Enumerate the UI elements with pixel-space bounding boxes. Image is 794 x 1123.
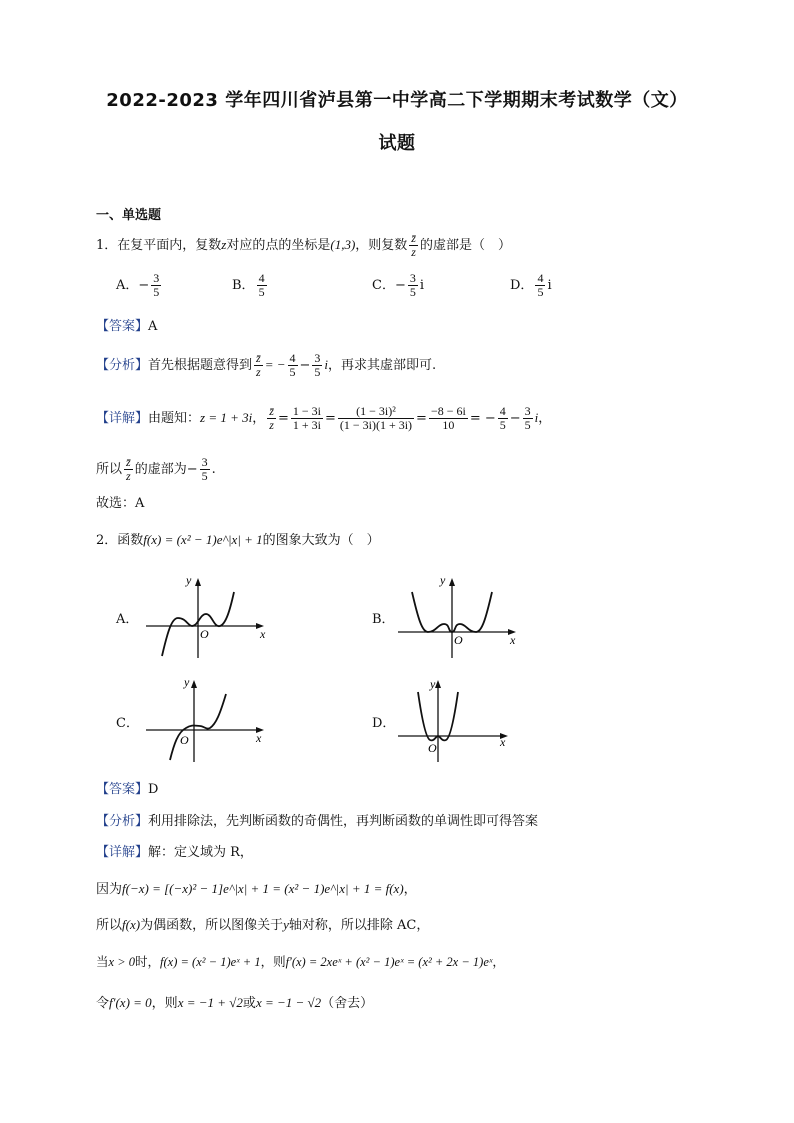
q1-option-a[interactable]: A．− $\frac{3}{5}$ bbox=[116, 271, 160, 299]
q1-stem-coord: (1,3) bbox=[330, 237, 356, 252]
section-heading: 一、单选题 bbox=[96, 208, 162, 223]
q1-stem-post: 的虚部是（ ） bbox=[419, 238, 511, 253]
q1-option-c[interactable]: C．− $\frac{3}{5}$ i bbox=[372, 271, 425, 299]
detail-tag: 【详解】 bbox=[96, 411, 149, 426]
q2-answer-value: D bbox=[148, 782, 159, 797]
q2-stem: 2．函数f(x) = (x² − 1)e^|x| + 1的图象大致为（ ） bbox=[96, 532, 380, 548]
q1-conclusion: 所以 $\frac{z̄}{z}$ 的虚部为− $\frac{3}{5}$ . bbox=[96, 455, 216, 483]
document-title-line2: 试题 bbox=[378, 133, 416, 154]
q2-graph-a[interactable] bbox=[142, 570, 272, 662]
q1-stem bbox=[96, 232, 511, 259]
x-axis-label: x bbox=[260, 627, 266, 641]
q2-function: f(x) = (x² − 1)e^|x| + 1 bbox=[143, 532, 263, 547]
q2-option-b-label[interactable]: B． bbox=[372, 612, 395, 627]
q2-detail-line4: 当x > 0时，f(x) = (x² − 1)eˣ + 1，则f′(x) = 2xeˣ + (x² − 1)eˣ = (x² + 2x − 1)eˣ， bbox=[96, 954, 505, 969]
q2-detail-line3: 所以f(x)为偶函数，所以图像关于y轴对称，所以排除 AC， bbox=[96, 917, 430, 933]
q1-stem-fraction: $\frac{z̄}{z}$ bbox=[411, 231, 416, 259]
q2-graph-c[interactable] bbox=[142, 674, 272, 766]
q1-stem-pre: 1．在复平面内，复数 bbox=[96, 238, 222, 253]
svg-text:y: y bbox=[184, 675, 190, 689]
svg-text:x: x bbox=[510, 633, 516, 647]
q2-answer: 【答案】D bbox=[96, 782, 159, 797]
q1-answer bbox=[96, 317, 157, 337]
svg-text:O: O bbox=[180, 733, 189, 747]
q1-analysis: 【分析】首先根据题意得到 $\frac{z̄}{z}$ = − $\frac{4}{5}$ − $\frac{3}{5}$ i，再求其虚部即可. bbox=[96, 351, 437, 379]
analysis-tag: 【分析】 bbox=[96, 358, 149, 373]
q2-detail-line1: 【详解】解：定义域为 R， bbox=[96, 845, 253, 860]
svg-text:x: x bbox=[500, 735, 506, 749]
q2-detail-line5: 令f′(x) = 0，则x = −1 + √2或x = −1 − √2（舍去） bbox=[96, 995, 374, 1011]
q1-stem-z: z bbox=[221, 237, 227, 252]
q2-detail-line2: 因为f(−x) = [(−x)² − 1]e^|x| + 1 = (x² − 1)e^|x| + 1 = f(x)， bbox=[96, 881, 417, 897]
answer-tag: 【答案】 bbox=[96, 319, 149, 334]
svg-text:y: y bbox=[440, 573, 446, 587]
q1-stem-mid2: ，则复数 bbox=[355, 238, 408, 253]
q1-stem-mid: 对应的点的坐标是 bbox=[226, 238, 331, 253]
q2-option-c-label[interactable]: C． bbox=[116, 716, 139, 731]
q1-detail: 【详解】由题知：z = 1 + 3i， $\frac{z̄}{z}$ = $\frac{1 - 3i}{1 + 3i}$ = $\frac{\text{(1 − 3i)²}}{(1 - 3i)(1 + 3i)}$ = $\frac{-8 - 6i}{10}$ = − $\frac{4}{5}$ − $\frac{3}{5}$ i， bbox=[96, 404, 552, 432]
svg-text:y: y bbox=[430, 677, 436, 691]
q2-graph-b[interactable] bbox=[394, 570, 524, 662]
document-title-line1: 2022-2023 学年四川省泸县第一中学高二下学期期末考试数学（文） bbox=[106, 90, 688, 111]
svg-text:O: O bbox=[454, 633, 463, 647]
q1-final: 故选：A bbox=[96, 496, 145, 511]
q1-option-b[interactable]: B． $\frac{4}{5}$ bbox=[232, 271, 265, 299]
q2-option-d-label[interactable]: D． bbox=[372, 716, 396, 731]
y-axis-label: y bbox=[186, 573, 192, 587]
origin-label: O bbox=[200, 627, 209, 641]
q1-answer-value: A bbox=[148, 319, 158, 334]
svg-text:x: x bbox=[256, 731, 262, 745]
q2-analysis: 【分析】利用排除法，先判断函数的奇偶性，再判断函数的单调性即可得答案 bbox=[96, 814, 539, 829]
q2-option-a-label[interactable]: A． bbox=[116, 612, 139, 627]
svg-text:O: O bbox=[428, 741, 437, 755]
q1-option-d[interactable]: D． $\frac{4}{5}$ i bbox=[510, 271, 552, 299]
q2-graph-d[interactable] bbox=[394, 674, 524, 766]
